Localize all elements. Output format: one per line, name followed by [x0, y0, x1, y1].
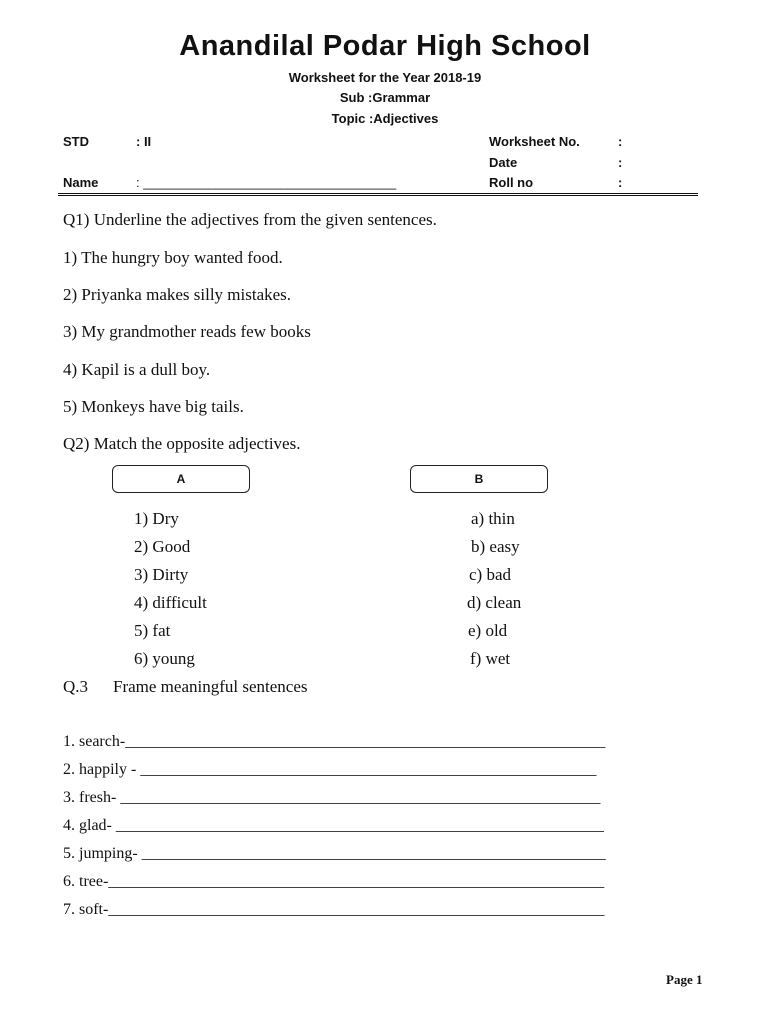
match-b-item: e) old — [468, 621, 508, 640]
match-a-item: 4) difficult — [134, 593, 207, 612]
name-field: : ___________________________________ — [136, 175, 397, 190]
worksheet-no-value: : — [618, 134, 623, 149]
column-b-header: B — [410, 465, 548, 493]
q1-sentence: 5) Monkeys have big tails. — [63, 397, 244, 416]
match-b-item: c) bad — [469, 565, 512, 584]
match-b-item: b) easy — [471, 537, 520, 556]
match-a-item: 1) Dry — [134, 509, 179, 528]
sentence-blank-line: 1. search-____________________________________________________________ — [63, 733, 606, 750]
sentence-blank-line: 6. tree-______________________________________________________________ — [63, 873, 605, 890]
worksheet-no-label: Worksheet No. — [489, 134, 580, 149]
sentence-blank-line: 2. happily - _________________________________________________________ — [63, 761, 597, 778]
column-a-header: A — [112, 465, 250, 493]
q3-heading-number: Q.3 — [63, 677, 89, 696]
worksheet-year: Worksheet for the Year 2018-19 — [288, 70, 482, 85]
subject-line: Sub :Grammar — [339, 90, 431, 105]
match-a-item: 5) fat — [134, 621, 171, 640]
q1-sentence: 3) My grandmother reads few books — [63, 322, 311, 341]
q1-sentence: 2) Priyanka makes silly mistakes. — [63, 285, 292, 304]
roll-label: Roll no — [489, 175, 534, 190]
match-a-item: 6) young — [134, 649, 195, 668]
q3-heading: Frame meaningful sentences — [113, 677, 308, 696]
roll-value: : — [618, 175, 623, 190]
std-value: : II — [136, 134, 152, 149]
q1-sentence: 1) The hungry boy wanted food. — [63, 248, 283, 267]
sentence-blank-line: 7. soft-______________________________________________________________ — [63, 901, 605, 918]
name-label: Name — [63, 175, 99, 190]
sentence-blank-line: 4. glad- _____________________________________________________________ — [63, 817, 604, 834]
std-label: STD — [63, 134, 89, 149]
header-double-rule — [58, 193, 698, 196]
q1-heading: Q1) Underline the adjectives from the given sentences. — [63, 210, 437, 229]
match-b-item: a) thin — [471, 509, 515, 528]
sentence-blank-line: 3. fresh- ____________________________________________________________ — [63, 789, 601, 806]
date-value: : — [618, 155, 623, 170]
match-b-item: d) clean — [467, 593, 522, 612]
topic-line: Topic :Adjectives — [331, 111, 439, 126]
match-b-item: f) wet — [470, 649, 511, 668]
q1-sentence: 4) Kapil is a dull boy. — [63, 360, 211, 379]
q2-heading: Q2) Match the opposite adjectives. — [63, 434, 301, 453]
date-label: Date — [489, 155, 518, 170]
sentence-blank-line: 5. jumping- __________________________________________________________ — [63, 845, 606, 862]
page-number: Page 1 — [666, 972, 703, 987]
match-a-item: 3) Dirty — [134, 565, 189, 584]
school-title: Anandilal Podar High School — [179, 30, 591, 62]
match-a-item: 2) Good — [134, 537, 191, 556]
